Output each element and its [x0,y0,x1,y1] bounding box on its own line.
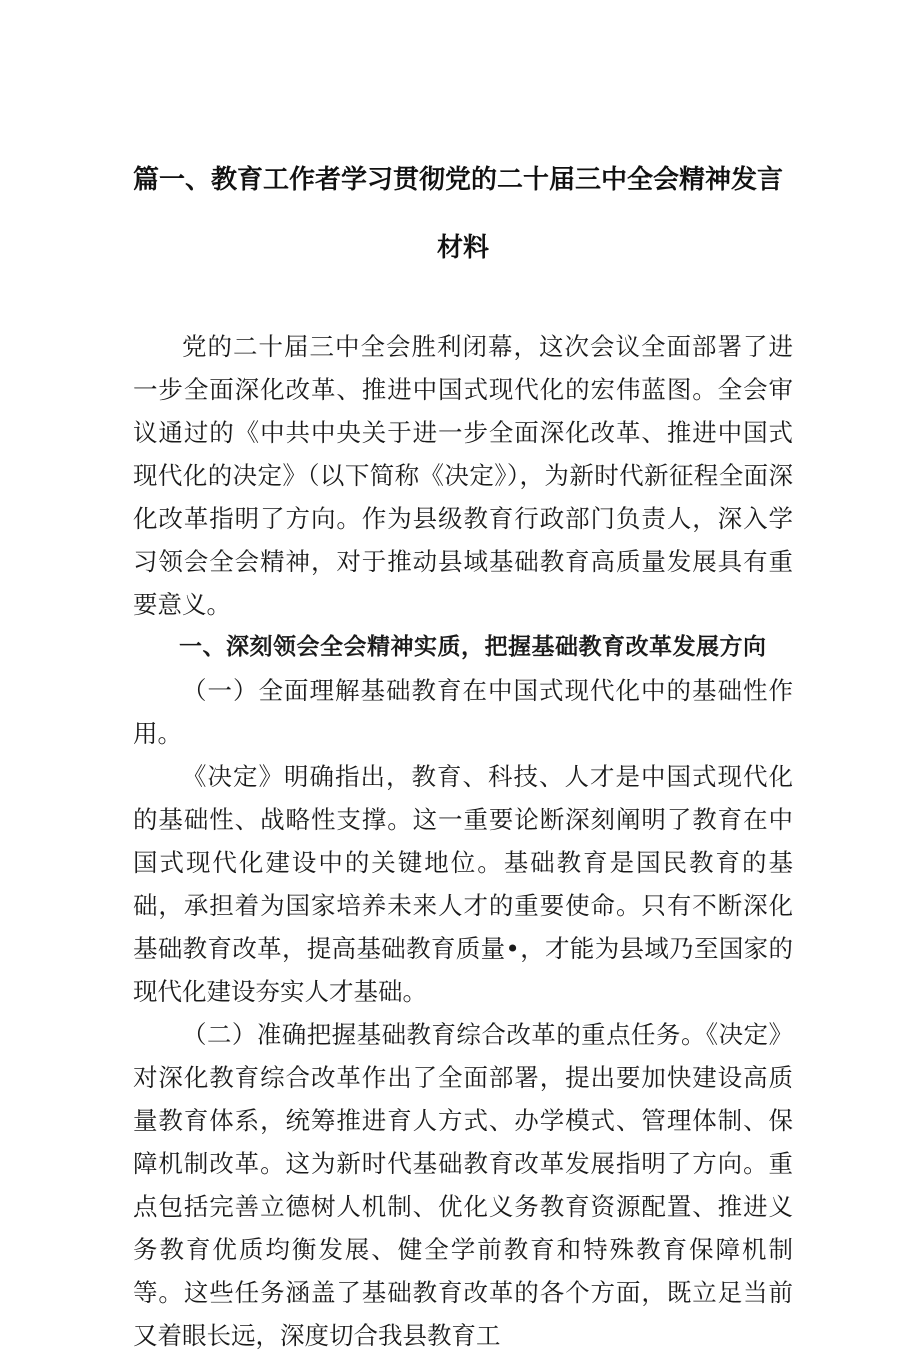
body-paragraph: 《决定》明确指出，教育、科技、人才是中国式现代化的基础性、战略性支撑。这一重要论断深刻阐明了教育在中国式现代化建设中的关键地位。基础教育是国民教育的基础，承担着为国家培养未来人才的重要使命。只有不断深化基础教育改革，提高基础教育质量•，才能为县域乃至国家的现代化建设夯实人才基础。 [133,762,793,1006]
section-heading: 一、深刻领会全会精神实质，把握基础教育改革发展方向 [179,634,767,660]
subsection-heading-1: （一）全面理解基础教育在中国式现代化中的基础性作用。 [133,676,793,748]
document-title-line-2: 材料 [436,233,489,263]
document-title-line-1: 篇一、教育工作者学习贯彻党的二十届三中全会精神发言 [133,165,784,195]
document-body [133,325,793,1357]
subsection-paragraph-2: （二）准确把握基础教育综合改革的重点任务。《决定》对深化教育综合改革作出了全面部署，提出要加快建设高质量教育体系，统筹推进育人方式、办学模式、管理体制、保障机制改革。这为新时代基础教育改革发展指明了方向。重点包括完善立德树人机制、优化义务教育资源配置、推进义务教育优质均衡发展、健全学前教育和特殊教育保障机制等。这些任务涵盖了基础教育改革的各个方面，既立足当前又着眼长远，深度切合我县教育工 [133,1020,793,1350]
intro-paragraph: 党的二十届三中全会胜利闭幕，这次会议全面部署了进一步全面深化改革、推进中国式现代化的宏伟蓝图。全会审议通过的《中共中央关于进一步全面深化改革、推进中国式现代化的决定》（以下简称《决定》），为新时代新征程全面深化改革指明了方向。作为县级教育行政部门负责人，深入学习领会全会精神，对于推动县域基础教育高质量发展具有重要意义。 [133,332,793,619]
